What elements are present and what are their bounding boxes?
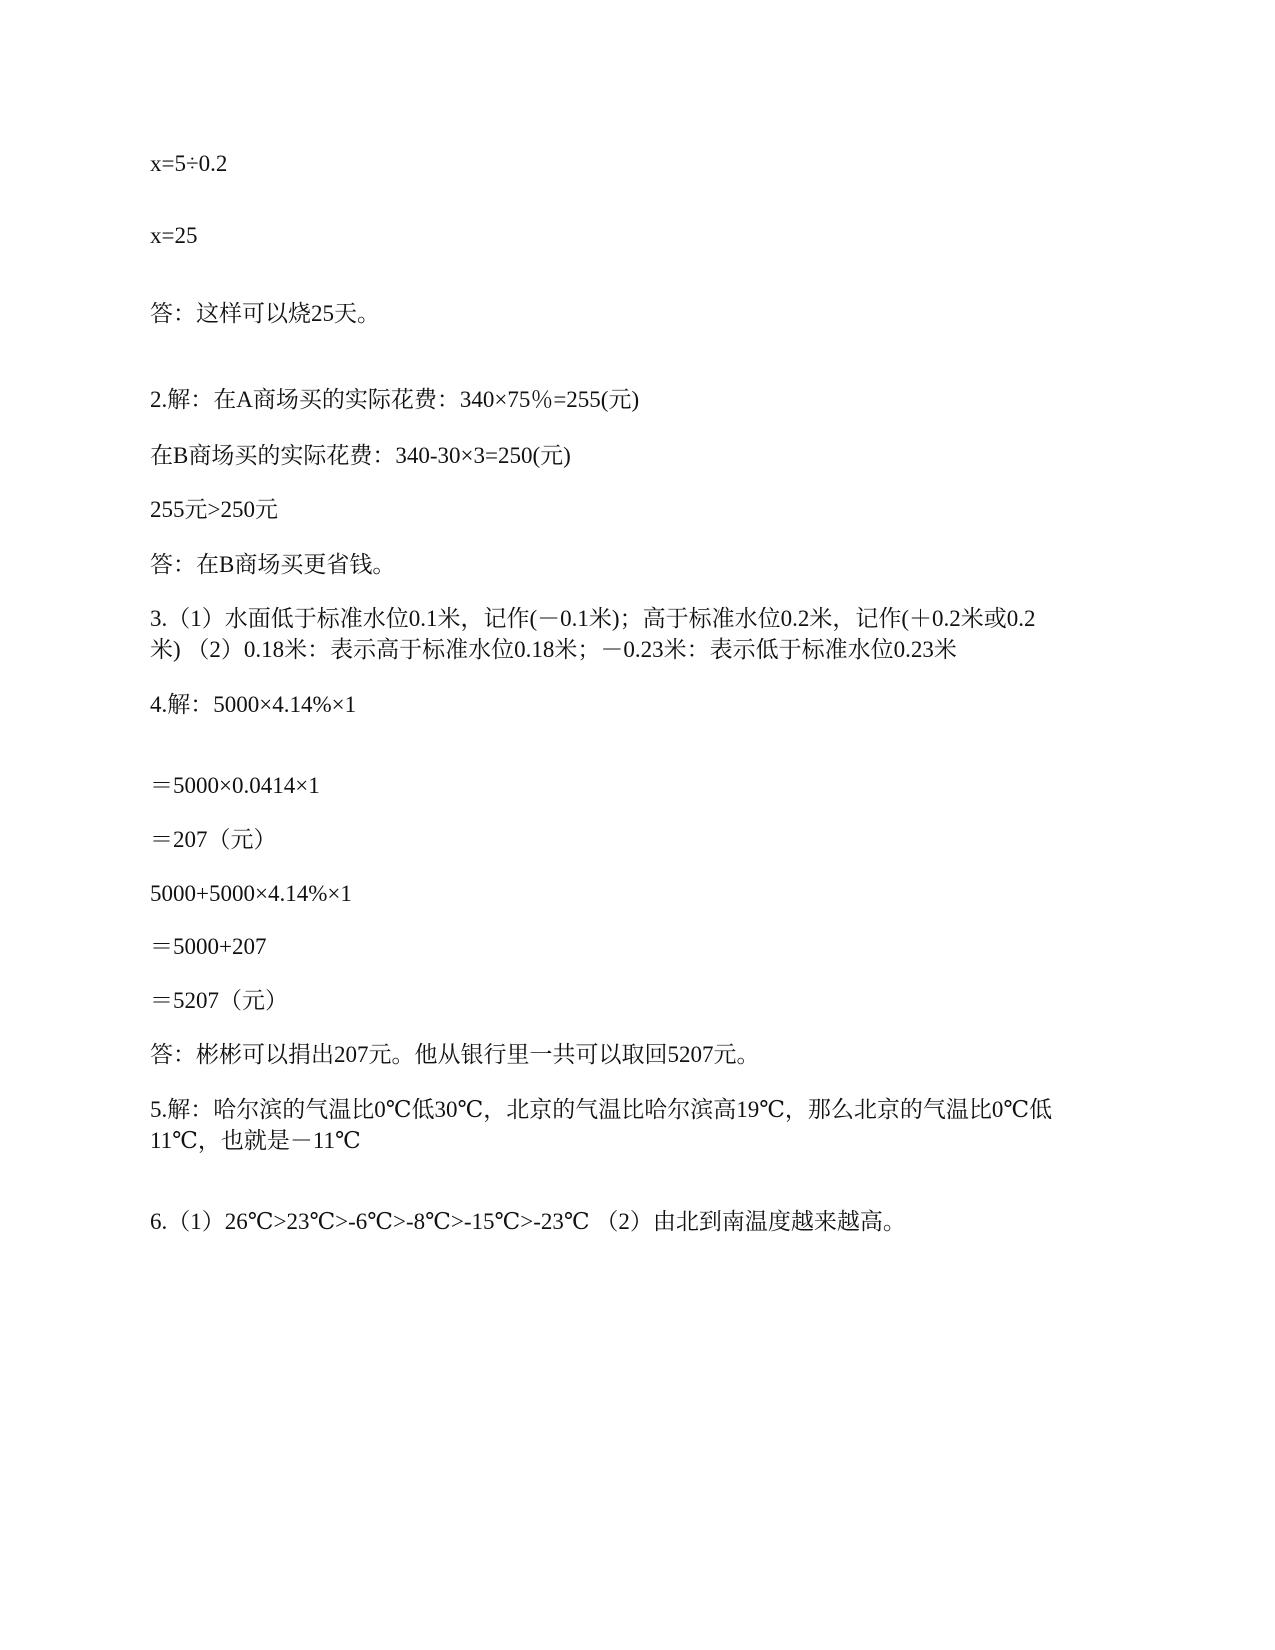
text-line: ＝5000×0.0414×1 (150, 773, 320, 798)
text-line: ＝5000+207 (150, 934, 267, 959)
text-line: 5000+5000×4.14%×1 (150, 881, 352, 906)
text-line: 5.解：哈尔滨的气温比0℃低30℃，北京的气温比哈尔滨高19℃，那么北京的气温比0℃低 (150, 1097, 1053, 1122)
text-line: 2.解：在A商场买的实际花费：340×75％=255(元) (150, 387, 640, 412)
text-line: 4.解：5000×4.14%×1 (150, 692, 357, 717)
text-line: 答：这样可以烧25天。 (150, 301, 380, 326)
text-line: 答：彬彬可以捐出207元。他从银行里一共可以取回5207元。 (150, 1042, 760, 1067)
text-line: ＝5207（元） (150, 988, 288, 1013)
text-line: ＝207（元） (150, 827, 277, 852)
text-line: 米) （2）0.18米：表示高于标准水位0.18米；－0.23米：表示低于标准水位0.23米 (150, 637, 957, 662)
text-line: 在B商场买的实际花费：340-30×3=250(元) (150, 443, 571, 468)
text-line: 3.（1）水面低于标准水位0.1米，记作(－0.1米)；高于标准水位0.2米，记作(＋0.2米或0.2 (150, 606, 1036, 631)
text-line: x=25 (150, 223, 198, 248)
text-line: 255元>250元 (150, 497, 278, 522)
text-line: 6.（1）26℃>23℃>-6℃>-8℃>-15℃>-23℃ （2）由北到南温度越来越高。 (150, 1209, 906, 1234)
text-line: x=5÷0.2 (150, 151, 228, 176)
text-line: 答：在B商场买更省钱。 (150, 552, 396, 577)
text-line: 11℃，也就是－11℃ (150, 1128, 361, 1153)
